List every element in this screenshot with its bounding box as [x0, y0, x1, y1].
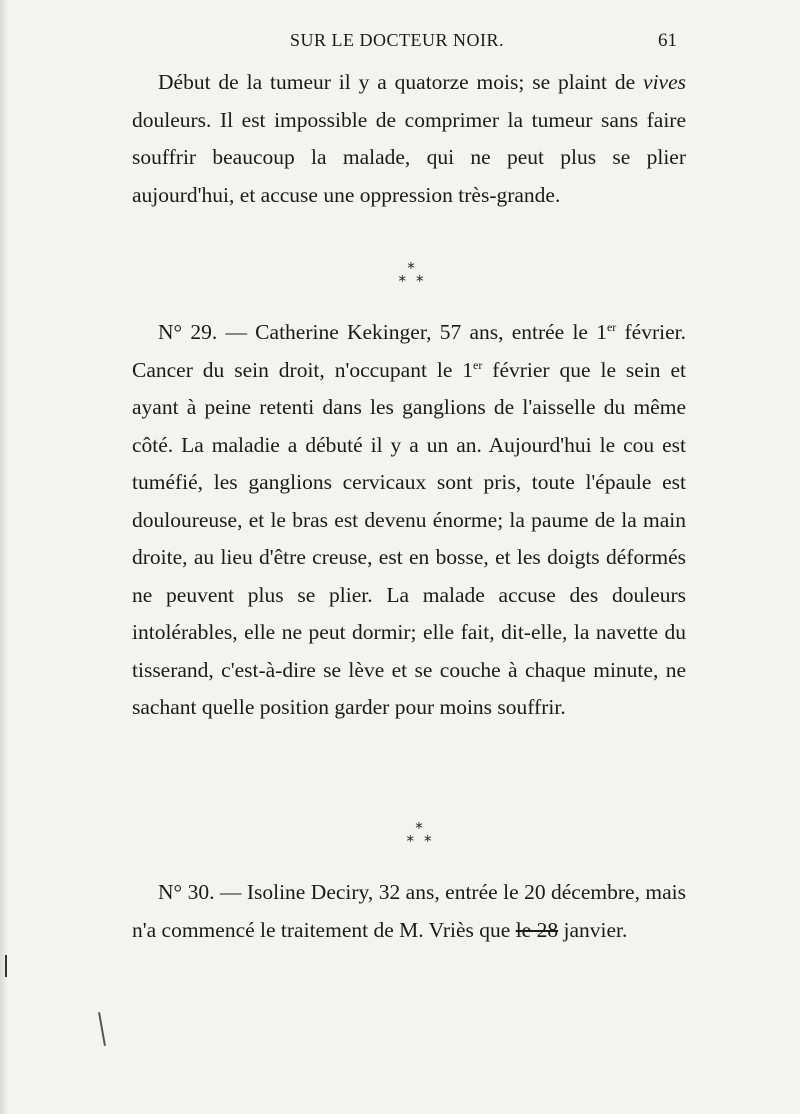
paragraph-2-part-c: février que le sein et ayant à peine retenti dans les ganglions de l'aisselle du même côté. La maladie a débuté il y a un an. Aujourd'hui le cou est tuméfié, les ganglions cervicaux sont pris, toute l'épaule est douloureuse, et le bras est devenu énorme; la paume de la main droite, au lieu d'être creuse, est en bosse, et les doigts déformés ne peuvent plus se plier. La malade accuse des douleurs intolérables, elle ne peut dormir; elle fait, dit-elle, la navette du tisserand, c'est-à-dire se lève et se couche à chaque minute, ne sachant quelle position garder pour moins souffrir.: [132, 357, 687, 719]
margin-pencil-mark: [98, 1012, 106, 1046]
paragraph-2-text: [132, 314, 686, 727]
paragraph-2-part-b: février. Cancer du sein droit, n'occupant le 1: [132, 320, 686, 382]
asterism-1-top: *: [407, 259, 415, 277]
paragraph-3-text: [132, 874, 686, 949]
paragraph-2-sup-1: er: [606, 319, 617, 334]
page-left-edge: [0, 0, 8, 1114]
paragraph-1: [132, 64, 686, 214]
paragraph-1-part-a: Début de la tumeur il y a quatorze mois; se plaint de: [158, 70, 644, 94]
paragraph-3-part-b: janvier.: [558, 917, 628, 942]
asterism-2-top: *: [415, 819, 423, 837]
paragraph-3-struck-text: le 28: [515, 917, 559, 942]
paragraph-3: [132, 874, 686, 949]
asterism-1: [371, 259, 451, 290]
asterism-2-bottom: * *: [406, 832, 432, 850]
running-title: SUR LE DOCTEUR NOIR.: [290, 30, 505, 50]
paragraph-1-italic: vives: [643, 70, 686, 94]
paragraph-1-part-b: douleurs. Il est impossible de comprimer la tumeur sans faire souffrir beaucoup la malade, qui ne peut plus se plier aujourd'hui, et accuse une oppression très-grande.: [132, 107, 686, 207]
asterism-1-bottom: * *: [398, 272, 424, 290]
paragraph-2: [132, 314, 686, 727]
page-number: 61: [658, 30, 677, 51]
left-edge-mark: [5, 955, 7, 977]
paragraph-2-part-a: N° 29. — Catherine Kekinger, 57 ans, entrée le 1: [158, 320, 607, 344]
paragraph-3-part-a: N° 30. — Isoline Deciry, 32 ans, entrée le 20 décembre, mais n'a commencé le traitement de M. Vriès que: [132, 880, 686, 942]
paragraph-1-text: [132, 64, 686, 214]
asterism-2: [379, 819, 459, 850]
paragraph-2-sup-2: er: [473, 357, 483, 372]
